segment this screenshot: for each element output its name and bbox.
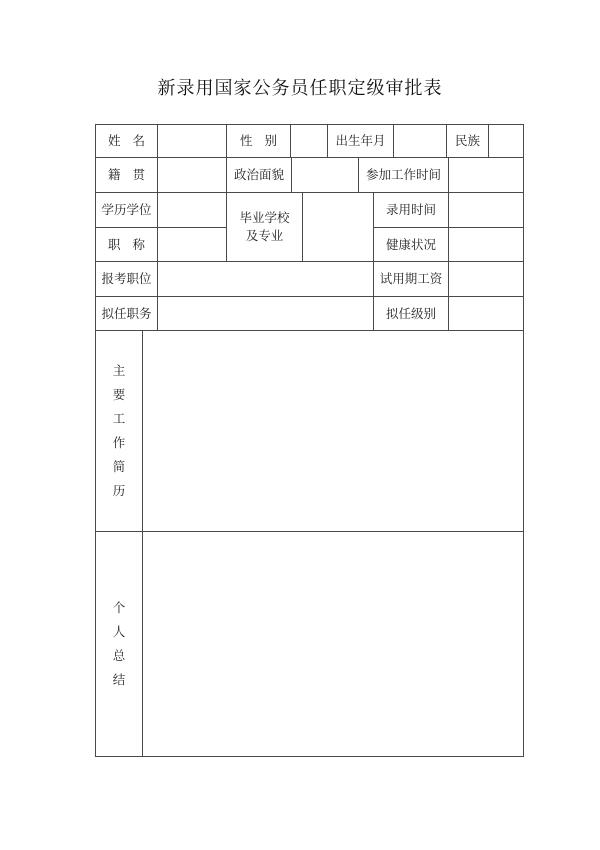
proposed-post-field[interactable] [158,297,373,330]
name-label: 姓名 [108,133,158,148]
ethnicity-field[interactable] [489,125,523,157]
education-degree-label: 学历学位 [101,202,152,217]
work-start-label: 参加工作时间 [365,167,441,182]
self-summary-label [96,532,142,756]
work-start-field[interactable] [449,158,523,192]
name-field[interactable] [158,125,226,157]
work-history-field[interactable] [143,331,523,531]
probation-salary-field[interactable] [449,262,523,296]
self-summary-char: 总 [112,648,126,663]
proposed-post-label: 拟任职务 [101,305,152,321]
work-history-char: 简 [112,459,126,474]
self-summary-char: 个 [112,600,126,615]
probation-salary-label: 试用期工资 [379,271,443,286]
title-rank-label: 职称 [108,236,158,252]
graduate-school-field[interactable] [303,193,373,261]
proposed-level-label: 拟任级别 [385,305,436,321]
work-history-char: 历 [112,483,126,498]
graduate-school-label: 毕业学校 及专业 [239,210,290,243]
work-history-label [96,331,142,531]
political-status-field[interactable] [292,158,358,192]
health-label: 健康状况 [385,236,436,252]
title-rank-field[interactable] [158,228,226,261]
work-history-char: 主 [112,363,126,378]
proposed-level-field[interactable] [449,297,523,330]
applied-position-field[interactable] [158,262,373,296]
health-field[interactable] [449,228,523,261]
hire-date-field[interactable] [449,193,523,227]
self-summary-char: 人 [112,624,126,639]
work-history-char: 工 [112,411,126,426]
self-summary-char: 结 [112,672,126,687]
gender-label: 性别 [239,133,289,148]
self-summary-field[interactable] [143,532,523,756]
gender-field[interactable] [291,125,327,157]
birth-field[interactable] [394,125,446,157]
ethnicity-label: 民族 [454,133,480,148]
hire-date-label: 录用时间 [385,202,436,217]
education-degree-field[interactable] [158,193,226,227]
page-title: 新录用国家公务员任职定级审批表 [157,78,443,99]
work-history-char: 作 [112,435,126,450]
political-status-label: 政治面貌 [233,167,284,182]
birth-label: 出生年月 [335,133,386,148]
applied-position-label: 报考职位 [101,271,152,286]
work-history-char: 要 [112,387,126,402]
native-place-label: 籍贯 [108,167,158,182]
native-place-field[interactable] [158,158,226,192]
